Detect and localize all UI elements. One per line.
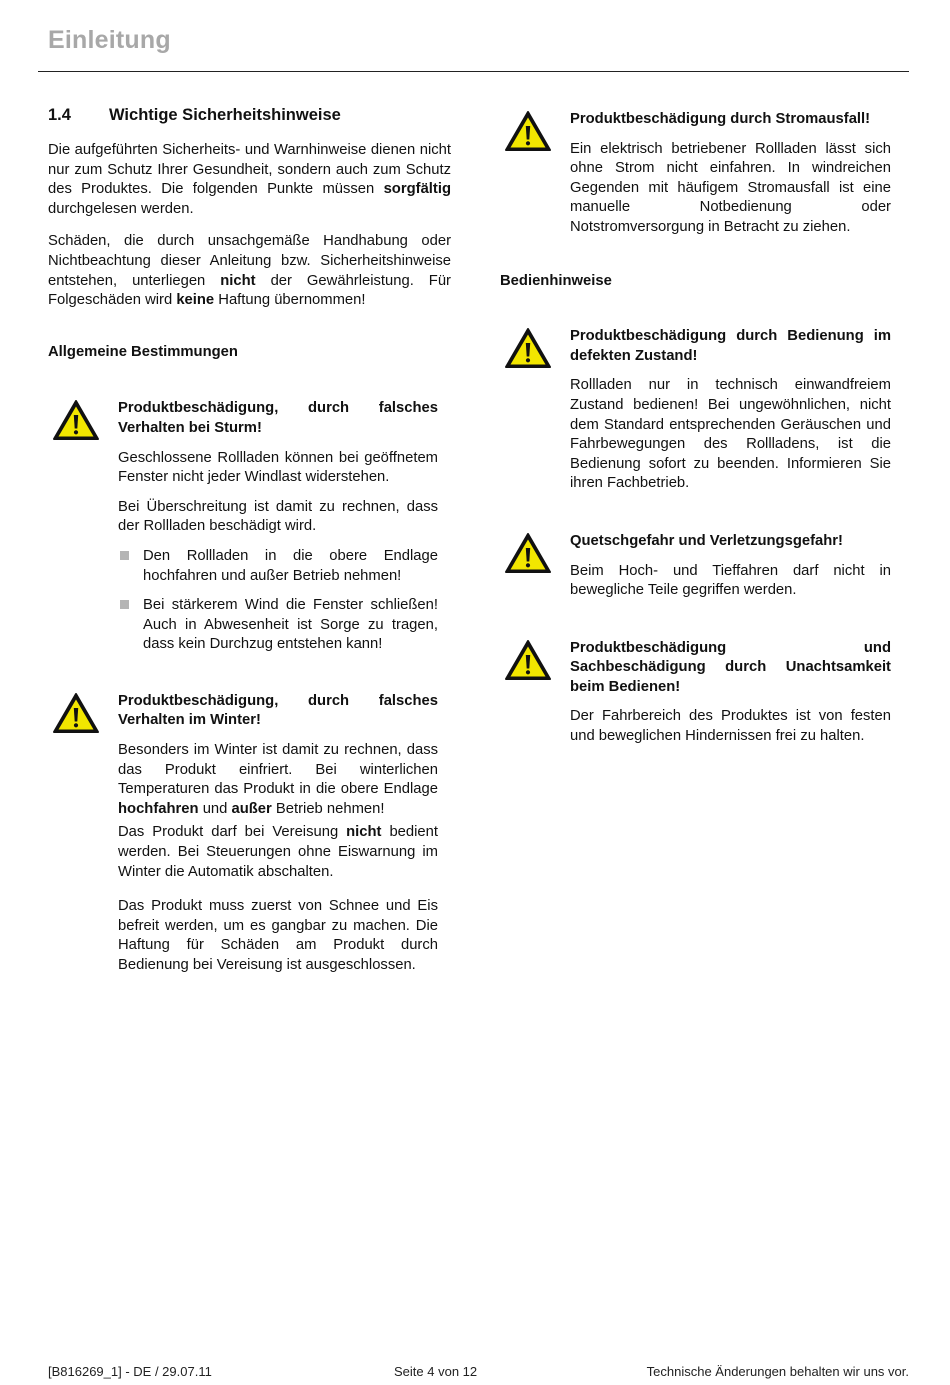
- warning-triangle-icon: [504, 639, 552, 681]
- warning-unachtsam: [500, 639, 891, 747]
- warning-storm-title: Produktbeschädigung, durch falsches Verhalten bei Sturm!: [118, 400, 438, 436]
- warning-defekt-title: Produktbeschädigung durch Bedienung im defekten Zustand!: [570, 328, 891, 364]
- warning-winter-title: Produktbeschädigung, durch falsches Verhalten im Winter!: [118, 692, 438, 729]
- warning-triangle-icon: [504, 532, 552, 574]
- intro2-bold-2: keine: [176, 292, 215, 309]
- winter-p1-text: Besonders im Winter ist damit zu rechnen, dass das Produkt einfriert. Bei winterlichen Temperaturen das Produkt in die obere Endlage: [118, 742, 438, 798]
- footer-document-id: [B816269_1] - DE / 29.07.11: [48, 1364, 212, 1379]
- winter-p1-bold-1: hochfahren: [118, 800, 199, 817]
- intro1-bold: sorgfältig: [383, 181, 451, 198]
- right-column: [500, 110, 891, 747]
- winter-p1-text-mid: und: [198, 800, 232, 817]
- section-title-text: Wichtige Sicherheitshinweise: [109, 106, 341, 124]
- square-bullet-icon: [120, 551, 129, 560]
- warning-quetsch-title: Quetschgefahr und Verletzungsgefahr!: [570, 532, 843, 549]
- left-column: [48, 106, 451, 976]
- intro2-text: Schäden, die durch unsachgemäße Handhabung oder Nichtbeachtung dieser Anleitung bzw. Sicherheitshinweise entstehen, unterliegen: [48, 233, 451, 289]
- warning-storm-text-1: Geschlossene Rollladen können bei geöffnetem Fenster nicht jeder Windlast widerstehen.: [118, 449, 438, 486]
- winter-p2-text-end: bedient werden. Bei Steuerungen ohne Eiswarnung im Winter die Automatik abschalten.: [118, 824, 438, 880]
- warning-winter-text-2: [118, 823, 438, 882]
- footer-disclaimer: Technische Änderungen behalten wir uns vor.: [646, 1364, 909, 1379]
- subheading-bedienhinweise: Bedienhinweise: [500, 272, 612, 289]
- section-title: [48, 106, 451, 125]
- warning-storm: [48, 399, 438, 655]
- header-divider: [38, 71, 909, 72]
- list-item: [118, 596, 438, 655]
- warning-winter: [48, 692, 438, 976]
- warning-stromausfall: [500, 110, 891, 238]
- intro1-text: Die aufgeführten Sicherheits- und Warnhinweise dienen nicht nur zum Schutz Ihrer Gesundheit, sondern auch zum Schutz des Produktes. Die folgenden Punkte müssen: [48, 142, 451, 198]
- intro2-text-end: Haftung übernommen!: [214, 292, 366, 309]
- intro1-text-end: durchgelesen werden.: [48, 200, 194, 217]
- warning-winter-text-3: Das Produkt muss zuerst von Schnee und Eis befreit werden, um es gangbar zu machen. Die Haftung für Schäden am Produkt durch Bedienung bei Vereisung ist ausgeschlossen.: [118, 898, 438, 973]
- winter-p2-bold: nicht: [346, 824, 382, 841]
- warning-quetsch-text: Beim Hoch- und Tieffahren darf nicht in bewegliche Teile gegriffen werden.: [570, 562, 891, 599]
- list-item-text: Den Rollladen in die obere Endlage hochfahren und außer Betrieb nehmen!: [143, 547, 438, 584]
- intro2-bold-1: nicht: [220, 272, 256, 289]
- square-bullet-icon: [120, 600, 129, 609]
- warning-defekt: [500, 327, 891, 494]
- warning-triangle-icon: [504, 110, 552, 152]
- intro2-text-mid: der Gewährleistung. Für Folgeschäden wird: [48, 272, 451, 309]
- page-header-title: Einleitung: [48, 26, 171, 54]
- list-item: [118, 547, 438, 586]
- intro-paragraph-2: [48, 232, 451, 310]
- warning-winter-text-1: [118, 741, 438, 819]
- warning-unachtsam-title: Produktbeschädigung und Sachbeschädigung durch Unachtsamkeit beim Bedienen!: [570, 639, 891, 695]
- warning-stromausfall-text: Ein elektrisch betriebener Rollladen lässt sich ohne Strom nicht einfahren. In windreichen Gegenden mit häufigem Stromausfall ist eine manuelle Notbedienung oder Notstromversorgung in Betracht zu ziehen.: [570, 140, 891, 235]
- warning-quetsch: [500, 532, 891, 601]
- footer-page-number: Seite 4 von 12: [394, 1364, 478, 1379]
- section-number: 1.4: [48, 106, 71, 124]
- intro-paragraph-1: [48, 141, 451, 219]
- warning-unachtsam-text: Der Fahrbereich des Produktes ist von festen und beweglichen Hindernissen frei zu halten.: [570, 708, 891, 745]
- winter-p1-text-end: Betrieb nehmen!: [271, 800, 385, 817]
- warning-defekt-text: Rollladen nur in technisch einwandfreiem Zustand bedienen! Bei ungewöhnlichen, nicht dem Standard entsprechenden Geräuschen und Fahrbewegungen des Rollladens, ist die Bedienung sofort zu beenden. Informieren Sie ihren Fachbetrieb.: [570, 377, 891, 492]
- winter-p2-text: Das Produkt darf bei Vereisung: [118, 824, 347, 841]
- warning-storm-text-2: Bei Überschreitung ist damit zu rechnen, dass der Rollladen beschädigt wird.: [118, 498, 438, 535]
- winter-p1-bold-2: außer: [231, 800, 272, 817]
- warning-triangle-icon: [52, 692, 100, 734]
- warning-triangle-icon: [52, 399, 100, 441]
- warning-stromausfall-title: Produktbeschädigung durch Stromausfall!: [570, 111, 871, 127]
- subheading-allgemeine: Allgemeine Bestimmungen: [48, 343, 238, 360]
- warning-storm-bullets: [118, 547, 438, 655]
- list-item-text: Bei stärkerem Wind die Fenster schließen! Auch in Abwesenheit ist Sorge zu tragen, dass kein Durchzug entstehen kann!: [143, 597, 438, 653]
- warning-triangle-icon: [504, 327, 552, 369]
